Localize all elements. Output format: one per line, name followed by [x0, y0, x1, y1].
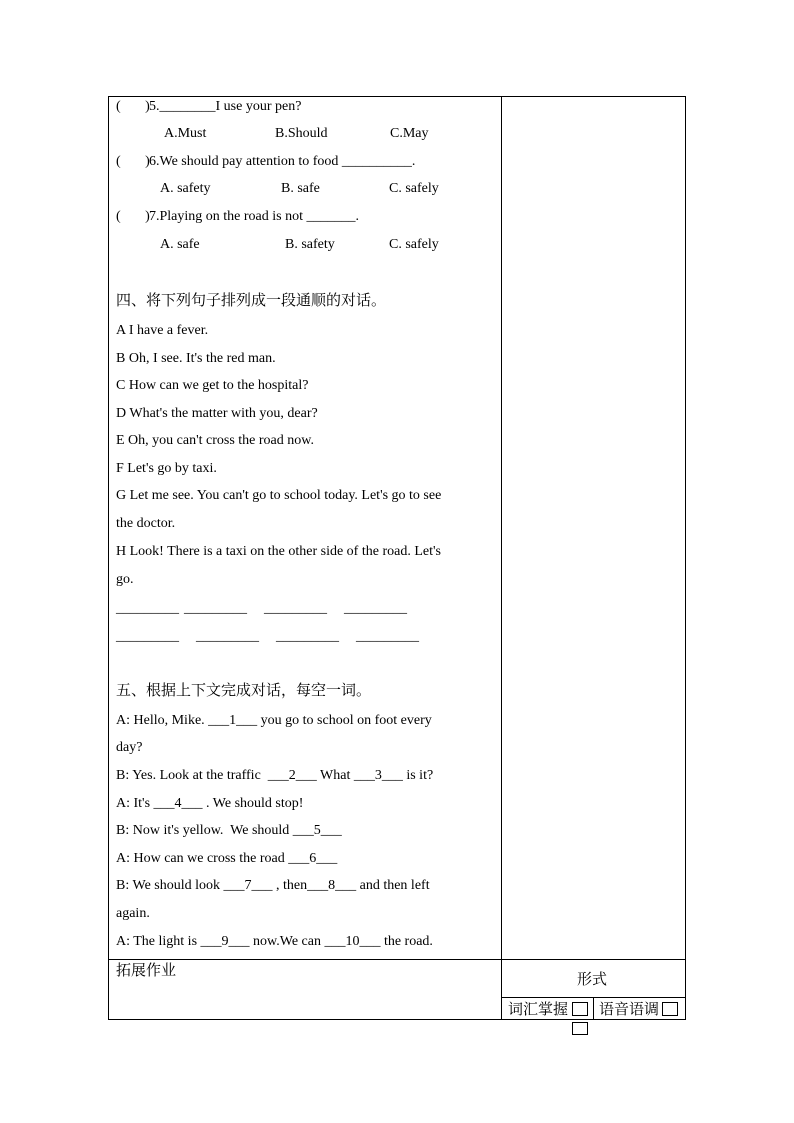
q6-stem: 6.We should pay attention to food __________. — [149, 154, 416, 169]
q6-option-b: B. safe — [281, 181, 320, 196]
q7-option-c: C. safely — [389, 237, 439, 252]
table-border-bottom — [108, 1019, 686, 1020]
dialogue-line: E Oh, you can't cross the road now. — [116, 433, 314, 448]
table-column-divider — [501, 96, 502, 1020]
q5-paren: ( ) — [116, 99, 150, 114]
dialogue-line: B: We should look ___7___ , then___8___ and then left — [116, 878, 430, 893]
answer-blank-6[interactable]: _________ — [196, 629, 259, 644]
answer-blank-5[interactable]: _________ — [116, 629, 179, 644]
pronunciation-intonation-label: 语音语调 — [599, 1000, 660, 1018]
pronunciation-checkbox[interactable] — [662, 1002, 678, 1016]
dialogue-line: H Look! There is a taxi on the other side of the road. Let's — [116, 544, 441, 559]
q5-option-a: A.Must — [164, 126, 207, 141]
answer-blank-4[interactable]: _________ — [344, 601, 407, 616]
dialogue-line: again. — [116, 906, 150, 921]
answer-blank-8[interactable]: _________ — [356, 629, 419, 644]
q5-option-c: C.May — [390, 126, 429, 141]
q5-option-b: B.Should — [275, 126, 328, 141]
dialogue-line: A: How can we cross the road ___6___ — [116, 851, 338, 866]
vocabulary-mastery-label: 词汇掌握 — [508, 1000, 569, 1018]
q5-stem: 5.________I use your pen? — [149, 99, 302, 114]
dialogue-line: go. — [116, 572, 134, 587]
table-border-top — [108, 96, 686, 97]
dialogue-line: F Let's go by taxi. — [116, 461, 217, 476]
extra-checkbox[interactable] — [572, 1022, 588, 1035]
q6-option-a: A. safety — [160, 181, 211, 196]
dialogue-line: G Let me see. You can't go to school today. Let's go to see — [116, 488, 442, 503]
form-cells-divider — [593, 997, 594, 1020]
form-title: 形式 — [577, 970, 608, 988]
dialogue-line: D What's the matter with you, dear? — [116, 406, 318, 421]
dialogue-line: B Oh, I see. It's the red man. — [116, 351, 276, 366]
dialogue-line: B: Yes. Look at the traffic ___2___ What ___3___ is it? — [116, 768, 434, 783]
answer-blank-2[interactable]: _________ — [184, 601, 247, 616]
q7-stem: 7.Playing on the road is not _______. — [149, 209, 359, 224]
dialogue-line: A: The light is ___9___ now.We can ___10___ the road. — [116, 934, 433, 949]
q7-option-b: B. safety — [285, 237, 335, 252]
answer-blank-7[interactable]: _________ — [276, 629, 339, 644]
q7-option-a: A. safe — [160, 237, 200, 252]
dialogue-line: the doctor. — [116, 516, 176, 531]
dialogue-line: B: Now it's yellow. We should ___5___ — [116, 823, 342, 838]
table-border-left — [108, 96, 109, 1020]
answer-blank-1[interactable]: _________ — [116, 601, 179, 616]
dialogue-line: A: Hello, Mike. ___1___ you go to school on foot every — [116, 713, 432, 728]
q6-option-c: C. safely — [389, 181, 439, 196]
extension-homework-label: 拓展作业 — [116, 961, 177, 979]
q7-paren: ( ) — [116, 209, 150, 224]
section-5-heading: 五、根据上下文完成对话，每空一词。 — [116, 681, 372, 699]
vocabulary-checkbox[interactable] — [572, 1002, 588, 1016]
table-row-divider — [108, 959, 686, 960]
dialogue-line: A: It's ___4___ . We should stop! — [116, 796, 304, 811]
q6-paren: ( ) — [116, 154, 150, 169]
section-4-heading: 四、将下列句子排列成一段通顺的对话。 — [116, 291, 387, 309]
dialogue-line: C How can we get to the hospital? — [116, 378, 309, 393]
dialogue-line: day? — [116, 740, 143, 755]
dialogue-line: A I have a fever. — [116, 323, 209, 338]
answer-blank-3[interactable]: _________ — [264, 601, 327, 616]
table-border-right — [685, 96, 686, 1020]
